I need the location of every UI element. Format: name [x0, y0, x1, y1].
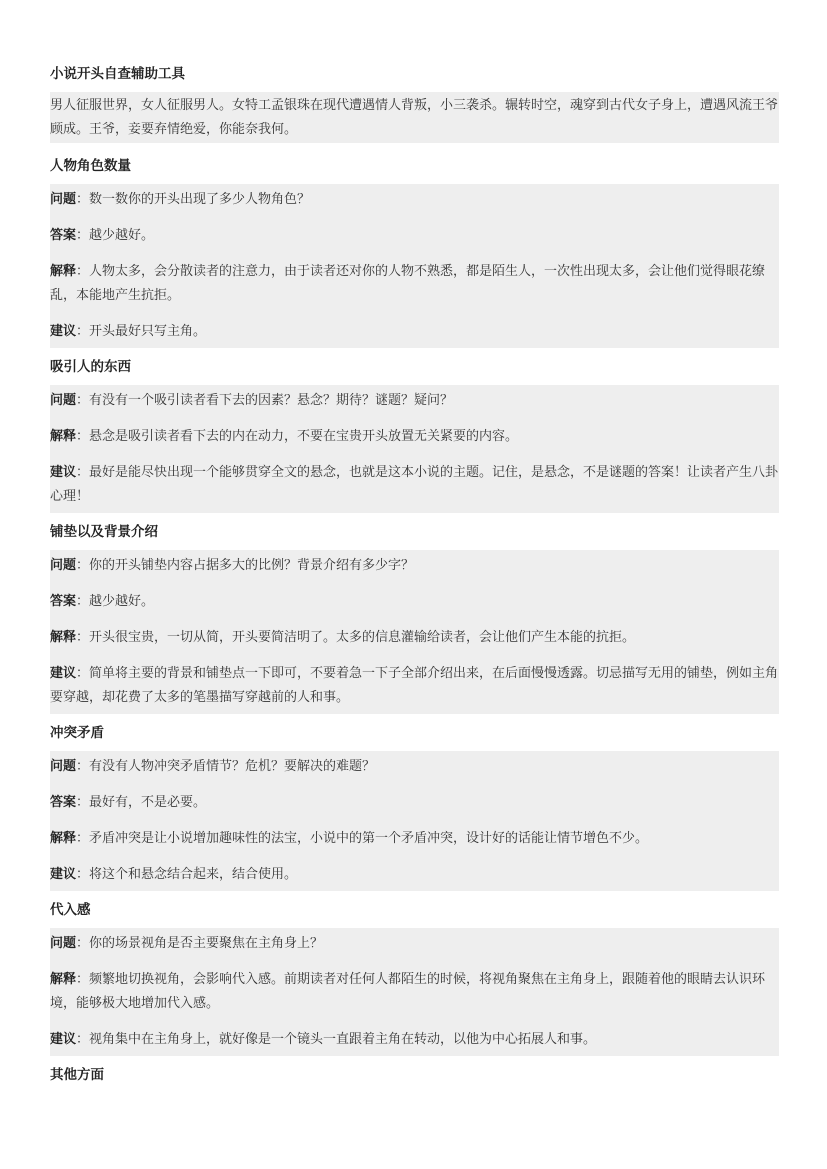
suggestion-text: 开头最好只写主角。 — [89, 324, 207, 339]
answer-row — [50, 791, 779, 815]
explanation-text: 悬念是吸引读者看下去的内在动力，不要在宝贵开头放置无关紧要的内容。 — [89, 429, 519, 444]
question-row — [50, 554, 779, 578]
explanation-text: 人物太多，会分散读者的注意力，由于读者还对你的人物不熟悉，都是陌生人，一次性出现太多，会让他们觉得眼花缭乱，本能地产生抗拒。 — [50, 264, 766, 303]
explanation-row — [50, 827, 779, 851]
question-label: 问题 — [50, 936, 77, 951]
question-row — [50, 188, 779, 212]
explanation-row — [50, 968, 779, 1016]
colon: ： — [76, 936, 90, 951]
colon: ： — [76, 324, 90, 339]
suggestion-label: 建议 — [50, 867, 77, 882]
colon: ： — [76, 594, 90, 609]
colon: ： — [76, 759, 90, 774]
section-body-background — [50, 550, 779, 714]
suggestion-row — [50, 1028, 779, 1052]
suggestion-text: 简单将主要的背景和铺垫点一下即可，不要着急一下子全部介绍出来，在后面慢慢透露。切忌描写无用的铺垫，例如主角要穿越，却花费了太多的笔墨描写穿越前的人和事。 — [50, 666, 779, 705]
explanation-label: 解释 — [50, 630, 77, 645]
section-body-character-count — [50, 184, 779, 348]
colon: ： — [76, 831, 90, 846]
question-text: 有没有一个吸引读者看下去的因素？悬念？期待？谜题？疑问？ — [89, 393, 454, 408]
question-row — [50, 932, 779, 956]
explanation-text: 频繁地切换视角，会影响代入感。前期读者对任何人都陌生的时候，将视角聚焦在主角身上，跟随着他的眼睛去认识环境，能够极大地增加代入感。 — [50, 972, 766, 1011]
question-text: 数一数你的开头出现了多少人物角色？ — [89, 192, 311, 207]
suggestion-row — [50, 320, 779, 344]
section-body-attraction — [50, 385, 779, 513]
answer-row — [50, 590, 779, 614]
suggestion-text: 将这个和悬念结合起来，结合使用。 — [89, 867, 298, 882]
colon: ： — [76, 558, 90, 573]
colon: ： — [76, 228, 90, 243]
suggestion-row — [50, 863, 779, 887]
explanation-row — [50, 626, 779, 650]
suggestion-label: 建议 — [50, 666, 77, 681]
explanation-label: 解释 — [50, 831, 77, 846]
answer-text: 越少越好。 — [89, 594, 155, 609]
colon: ： — [76, 264, 90, 279]
suggestion-label: 建议 — [50, 465, 77, 480]
question-label: 问题 — [50, 759, 77, 774]
question-label: 问题 — [50, 192, 77, 207]
suggestion-label: 建议 — [50, 1032, 77, 1047]
explanation-label: 解释 — [50, 972, 77, 987]
answer-label: 答案 — [50, 228, 77, 243]
colon: ： — [76, 429, 90, 444]
question-label: 问题 — [50, 558, 77, 573]
document-title: 小说开头自查辅助工具 — [50, 66, 185, 82]
explanation-label: 解释 — [50, 429, 77, 444]
question-row — [50, 389, 779, 413]
section-heading-background: 铺垫以及背景介绍 — [50, 524, 158, 540]
colon: ： — [76, 630, 90, 645]
colon: ： — [76, 1032, 90, 1047]
suggestion-label: 建议 — [50, 324, 77, 339]
answer-label: 答案 — [50, 795, 77, 810]
section-heading-immersion: 代入感 — [50, 902, 91, 918]
section-body-immersion — [50, 928, 779, 1056]
question-row — [50, 755, 779, 779]
section-body-conflict — [50, 751, 779, 891]
section-heading-conflict: 冲突矛盾 — [50, 725, 104, 741]
intro-paragraph: 男人征服世界，女人征服男人。女特工孟银珠在现代遭遇情人背叛，小三袭杀。辗转时空，魂穿到古代女子身上，遭遇风流王爷顾成。王爷，妾要弃情绝爱，你能奈我何。 — [50, 92, 779, 143]
answer-text: 最好有，不是必要。 — [89, 795, 207, 810]
suggestion-row — [50, 461, 779, 509]
suggestion-text: 最好是能尽快出现一个能够贯穿全文的悬念，也就是这本小说的主题。记住，是悬念，不是谜题的答案！让读者产生八卦心理！ — [50, 465, 779, 504]
explanation-text: 矛盾冲突是让小说增加趣味性的法宝，小说中的第一个矛盾冲突，设计好的话能让情节增色不少。 — [89, 831, 649, 846]
colon: ： — [76, 867, 90, 882]
colon: ： — [76, 393, 90, 408]
answer-label: 答案 — [50, 594, 77, 609]
question-text: 你的场景视角是否主要聚焦在主角身上？ — [89, 936, 324, 951]
suggestion-text: 视角集中在主角身上，就好像是一个镜头一直跟着主角在转动，以他为中心拓展人和事。 — [89, 1032, 597, 1047]
colon: ： — [76, 972, 90, 987]
question-text: 你的开头铺垫内容占据多大的比例？背景介绍有多少字？ — [89, 558, 415, 573]
question-text: 有没有人物冲突矛盾情节？危机？要解决的难题？ — [89, 759, 376, 774]
answer-row — [50, 224, 779, 248]
explanation-row — [50, 260, 779, 308]
explanation-text: 开头很宝贵，一切从简，开头要简洁明了。太多的信息灌输给读者，会让他们产生本能的抗拒。 — [89, 630, 636, 645]
suggestion-row — [50, 662, 779, 710]
colon: ： — [76, 465, 90, 480]
section-heading-character-count: 人物角色数量 — [50, 158, 131, 174]
colon: ： — [76, 795, 90, 810]
section-heading-attraction: 吸引人的东西 — [50, 359, 131, 375]
question-label: 问题 — [50, 393, 77, 408]
explanation-label: 解释 — [50, 264, 77, 279]
answer-text: 越少越好。 — [89, 228, 155, 243]
explanation-row — [50, 425, 779, 449]
colon: ： — [76, 666, 90, 681]
colon: ： — [76, 192, 90, 207]
section-heading-other: 其他方面 — [50, 1067, 104, 1083]
